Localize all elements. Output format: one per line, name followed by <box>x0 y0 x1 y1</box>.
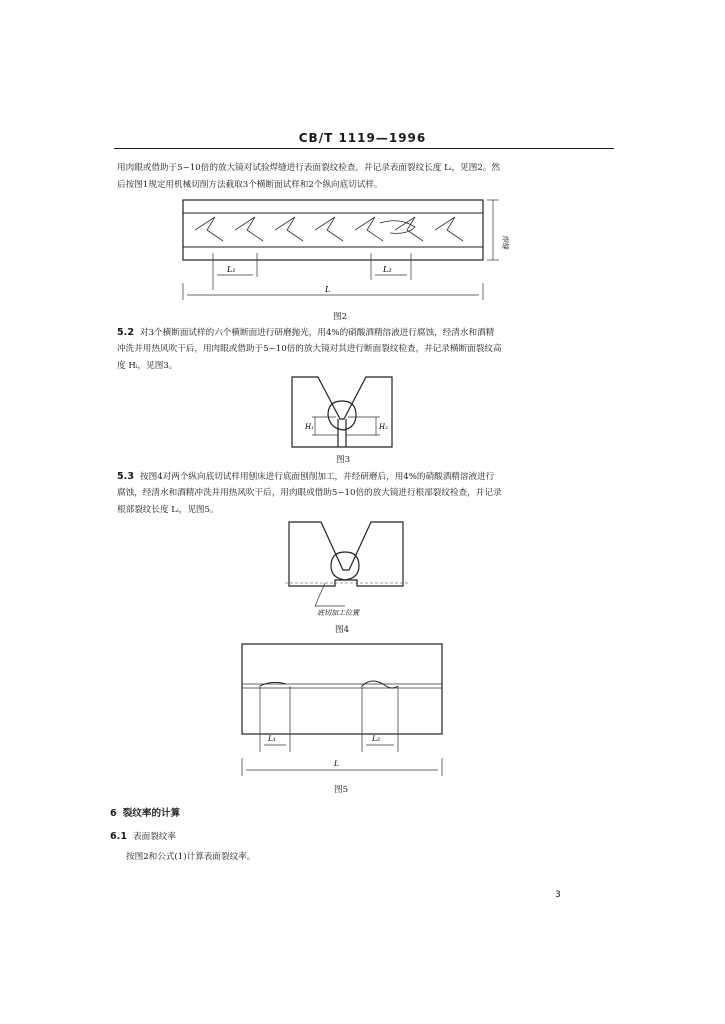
figure-5-label-l: L <box>334 759 339 768</box>
section-5-2-text-1: 对3个横断面试样的六个横断面进行研磨抛光，用4%的硝酸酒精溶液进行腐蚀，经清水和酒精 <box>140 328 495 338</box>
figure-4-specimen-outline <box>289 522 403 586</box>
figure-3-label-h1: H₁ <box>305 423 314 431</box>
section-5-2-line-1 <box>117 325 587 341</box>
section-5-2-line-2: 冲洗并用热风吹干后，用肉眼或借助于5~10倍的放大镜对其进行断面裂纹检查，并记录横断面裂纹高 <box>117 344 502 354</box>
figure-3-caption: 图3 <box>335 455 351 465</box>
figure-2-weld-ripples <box>195 217 463 241</box>
figure-2-label-l2: L₂ <box>383 265 392 274</box>
figure-5-caption: 图5 <box>333 785 349 795</box>
figure-2-drawing <box>175 195 515 307</box>
figure-2-plate <box>183 200 483 260</box>
figure-4-drawing <box>285 520 415 620</box>
figure-5-drawing <box>230 640 450 780</box>
section-6-title: 裂纹率的计算 <box>122 808 181 819</box>
section-6-1-heading <box>110 830 176 842</box>
intro-line-2: 后按图1规定用机械切削方法截取3个横断面试样和2个纵向底切试样。 <box>117 180 383 190</box>
section-5-3-number: 5.3 <box>117 471 134 482</box>
section-5-3-line-1 <box>117 469 587 485</box>
section-5-2-line-3: 度 Hᵢ，见图3。 <box>117 361 178 371</box>
figure-4-caption: 图4 <box>334 625 350 635</box>
section-5-3-line-2: 腐蚀，经清水和酒精冲洗并用热风吹干后，用肉眼或借助5~10倍的放大镜进行根部裂纹检查，并记录 <box>117 488 502 498</box>
section-6-1-number: 6.1 <box>110 831 127 842</box>
section-6-1-title: 表面裂纹率 <box>133 832 176 842</box>
standard-code-header: CB/T 1119—1996 <box>298 131 427 145</box>
figure-2-caption: 图2 <box>332 312 348 322</box>
figure-2-side-label: 焊缝 <box>501 235 509 249</box>
section-6-heading <box>110 805 180 819</box>
section-5-3-text-1: 按图4对两个纵向底切试样用刨床进行底面刨削加工，并经研磨后，用4%的硝酸酒精溶液进行 <box>140 472 495 482</box>
figure-3-drawing <box>288 375 396 450</box>
figure-5-label-l1: L₁ <box>268 734 276 743</box>
section-6-1-body: 按图2和公式(1)计算表面裂纹率。 <box>126 852 256 862</box>
figure-5-plate <box>242 644 442 734</box>
page-number: 3 <box>555 890 561 900</box>
figure-5-label-l2: L₂ <box>372 734 380 743</box>
figure-5-crack-2 <box>362 681 398 688</box>
figure-3-label-h2: H₂ <box>379 423 388 431</box>
header-rule <box>114 148 614 149</box>
section-6-number: 6 <box>110 808 117 819</box>
figure-4-annotation: 底切加工位置 <box>317 609 359 617</box>
figure-2-label-l: L <box>325 285 331 294</box>
section-5-2-number: 5.2 <box>117 327 134 338</box>
figure-3-specimen-outline <box>292 377 392 447</box>
intro-line-1: 用肉眼或借助于5~10倍的放大镜对试验焊缝进行表面裂纹检查，并记录表面裂纹长度 Lᵢ，见图2。然 <box>117 163 500 173</box>
figure-2-label-l1: L₁ <box>227 265 236 274</box>
section-5-3-line-3: 根部裂纹长度 Lᵢ，见图5。 <box>117 505 219 515</box>
